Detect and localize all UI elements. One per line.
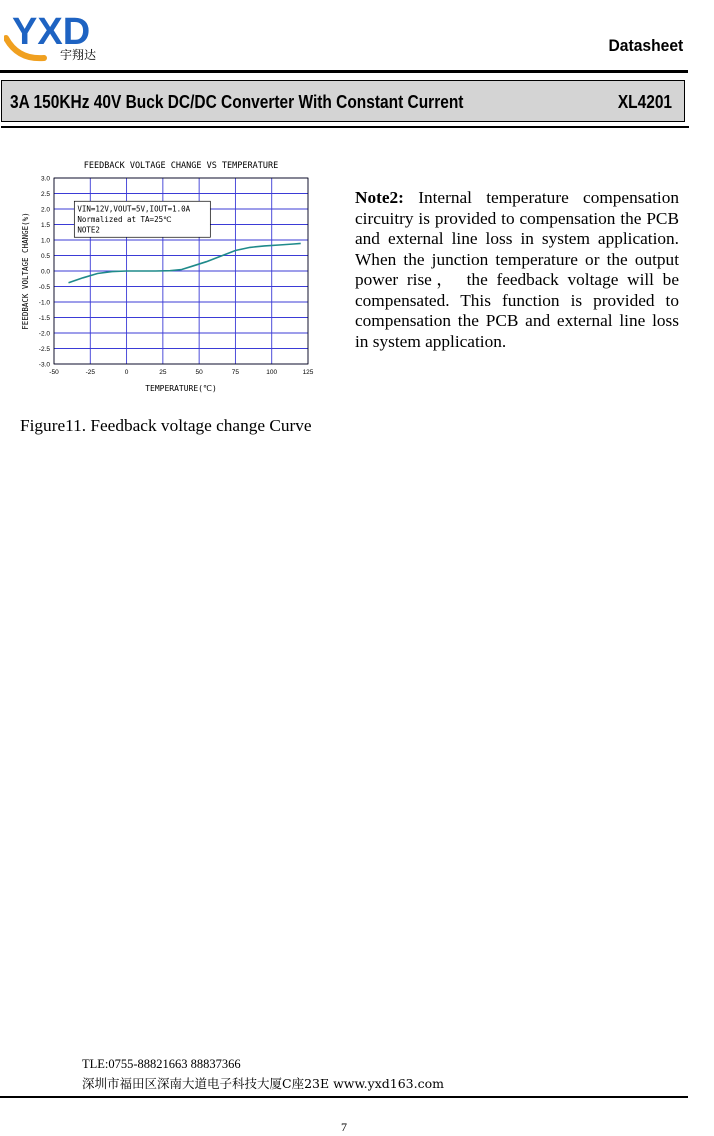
y-tick-label: -2.5 [38, 346, 50, 353]
chart-title: FEEDBACK VOLTAGE CHANGE VS TEMPERATURE [83, 161, 279, 171]
x-tick-label: 50 [195, 369, 203, 376]
x-tick-label: -25 [85, 369, 95, 376]
y-axis-label: FEEDBACK VOLTAGE CHANGE(%) [21, 212, 30, 330]
footer-phone: TLE:0755-88821663 88837366 [82, 1057, 241, 1071]
logo-subtext: 宇翔达 [60, 48, 97, 62]
y-tick-label: 2.0 [40, 206, 50, 214]
note-text: Internal temperature compensation circuitry is provided to compensation the PCB and external line loss in system application. When the junction temperature or the output power rise， the feedback voltage will be compensated. This function is provided to compensation the PCB and external line loss in system application. [355, 188, 680, 351]
note-paragraph [355, 188, 679, 352]
y-tick-label: -3.0 [38, 361, 50, 369]
part-number: XL4201 [617, 92, 672, 112]
figure-caption: Figure11. Feedback voltage change Curve [20, 416, 312, 435]
feedback-change-series [69, 243, 301, 282]
y-tick-label: 0.5 [40, 253, 50, 260]
y-tick-label: -2.0 [38, 330, 50, 338]
y-tick-label: 1.5 [40, 222, 50, 229]
logo-text: YXD [12, 11, 91, 53]
header-rule [0, 70, 688, 73]
footer-rule [0, 1096, 688, 1098]
document-title: 3A 150KHz 40V Buck DC/DC Converter With Constant Current [10, 92, 464, 112]
x-tick-label: 75 [231, 369, 240, 376]
x-tick-label: 100 [266, 369, 278, 376]
legend-text: Normalized at TA=25℃ [77, 214, 172, 224]
y-tick-label: -0.5 [38, 284, 50, 291]
x-tick-label: 125 [302, 369, 314, 376]
y-tick-label: 1.0 [40, 237, 50, 245]
title-rule [1, 126, 689, 128]
x-tick-label: 0 [124, 369, 129, 376]
doc-type-label: Datasheet [608, 36, 683, 55]
note-label: Note2: [355, 188, 404, 207]
feedback-voltage-chart [0, 150, 330, 400]
page-number: 7 [341, 1120, 347, 1134]
x-tick-label: 25 [159, 369, 167, 376]
x-axis-label: TEMPERATURE(℃) [145, 384, 217, 393]
legend-text: VIN=12V,VOUT=5V,IOUT=1.0A [77, 204, 191, 214]
y-tick-label: -1.0 [38, 299, 50, 307]
y-tick-label: 0.0 [40, 268, 50, 276]
y-tick-label: 3.0 [40, 175, 50, 183]
x-tick-label: -50 [49, 369, 59, 376]
footer-address: 深圳市福田区深南大道电子科技大厦C座23E www.yxd163.com [82, 1076, 444, 1091]
y-tick-label: -1.5 [38, 315, 50, 322]
y-tick-label: 2.5 [40, 191, 50, 198]
legend-text: NOTE2 [77, 225, 100, 235]
